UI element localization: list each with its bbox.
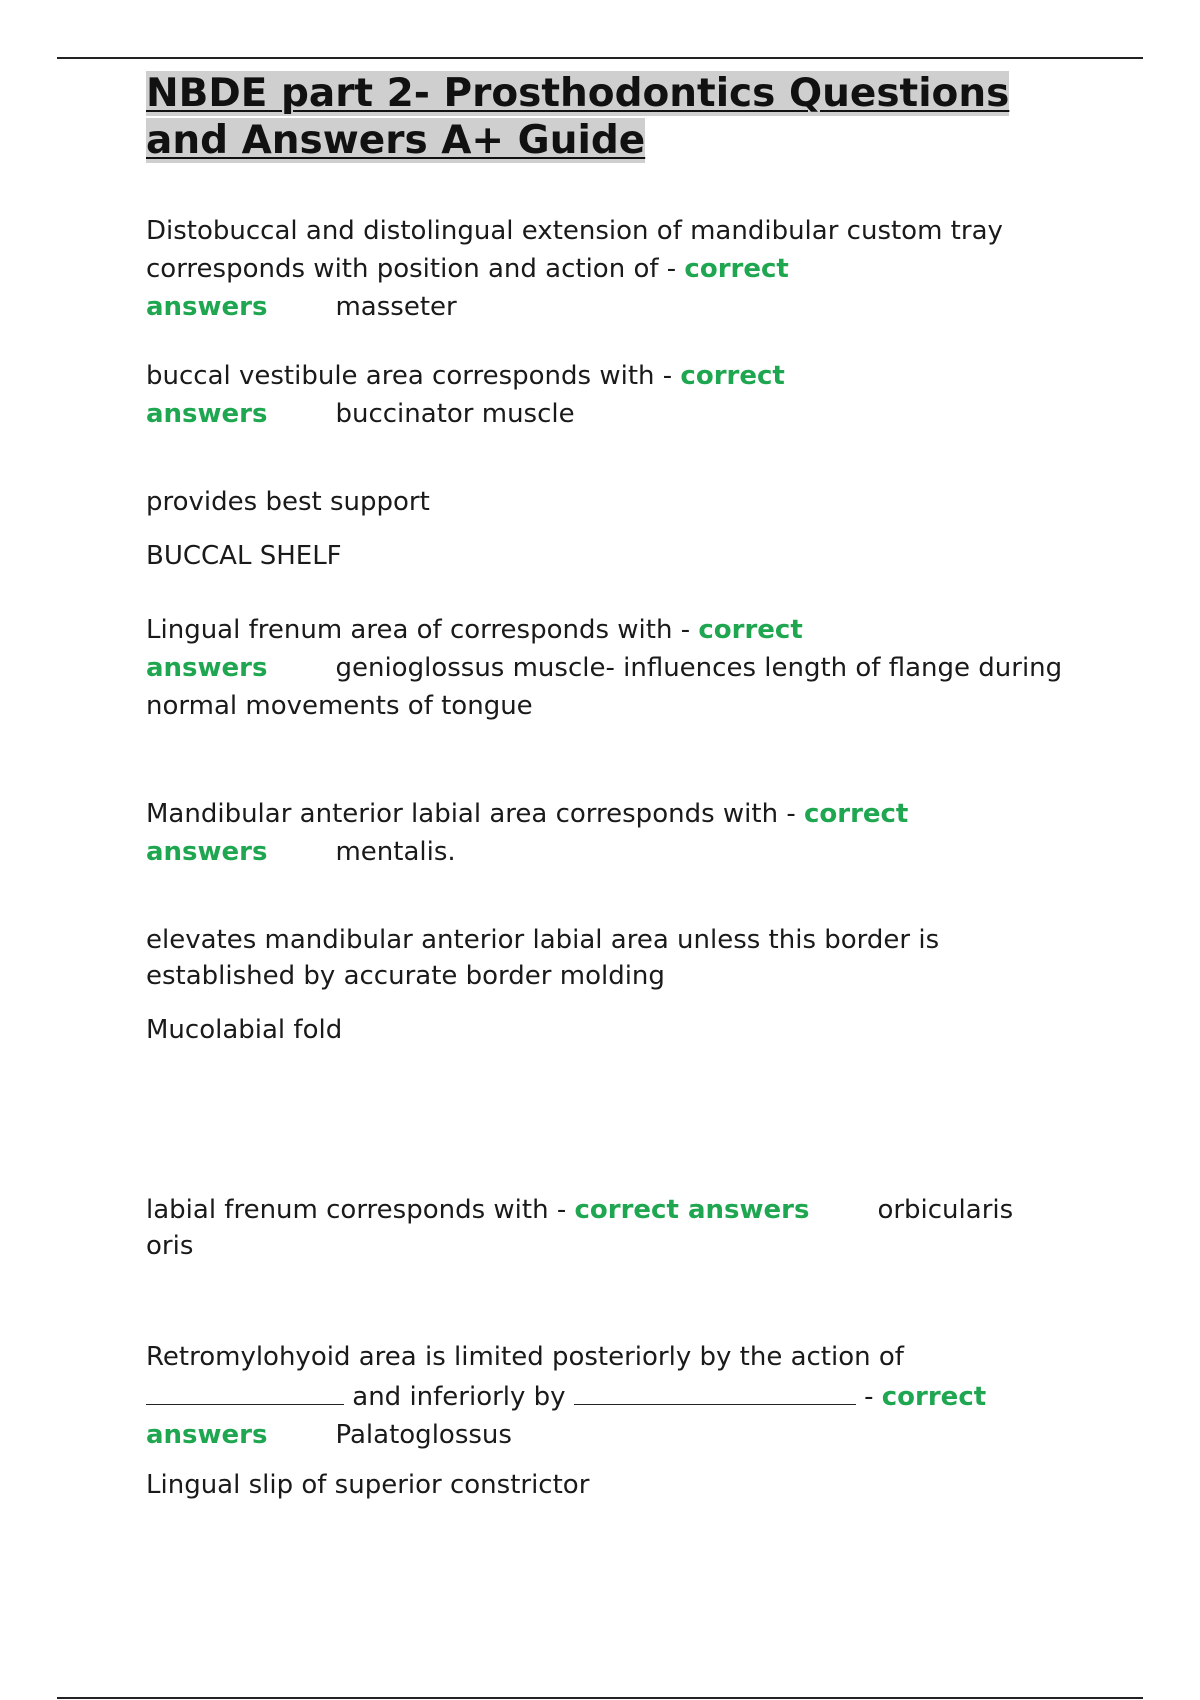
qa-entry-3	[146, 611, 1106, 725]
qa-entry-2	[146, 357, 1106, 433]
qa-entry-1	[146, 212, 1106, 326]
qa-entry-6	[146, 1338, 1106, 1454]
answer-continuation: oris	[146, 1231, 194, 1261]
bottom-rule	[57, 1697, 1143, 1699]
correct-marker: correct	[803, 799, 909, 829]
answer-text: genioglossus muscle- influences length of flange during normal movements of tongue	[146, 653, 1063, 721]
question-text-part-1: Retromylohyoid area is limited posteriorly by the action of	[146, 1342, 904, 1372]
correct-marker: correct	[881, 1382, 987, 1412]
document-title	[146, 70, 1106, 164]
question-text: buccal vestibule area corresponds with -	[146, 361, 681, 391]
correct-marker: correct	[680, 361, 785, 391]
answer-text: masseter	[335, 292, 457, 322]
answers-marker: answers	[146, 1420, 268, 1450]
title-line-2: and Answers A+ Guide	[146, 118, 646, 163]
answers-marker: answers	[146, 653, 268, 683]
qa-entry-5	[146, 1192, 1106, 1264]
question-text: Mandibular anterior labial area corresponds with -	[146, 799, 804, 829]
top-rule	[57, 57, 1143, 59]
document-page	[146, 70, 1106, 1500]
note-text: Mucolabial fold	[146, 1015, 343, 1045]
question-text: Lingual frenum area of corresponds with -	[146, 615, 699, 645]
note-text: Lingual slip of superior constrictor	[146, 1470, 590, 1500]
correct-marker: correct	[684, 254, 789, 284]
note-text: BUCCAL SHELF	[146, 541, 342, 571]
fill-in-blank-2	[574, 1376, 856, 1405]
qa-entry-4	[146, 795, 1106, 871]
answers-marker: answers	[146, 837, 268, 867]
correct-marker: correct	[698, 615, 803, 645]
answers-marker: answers	[146, 292, 268, 322]
note-text: provides best support	[146, 487, 430, 517]
answer-text: buccinator muscle	[335, 399, 575, 429]
fill-in-blank-1	[146, 1376, 344, 1405]
answer-text: mentalis.	[335, 837, 456, 867]
question-text: Distobuccal and distolingual extension of mandibular custom tray corresponds with position and action of -	[146, 216, 1003, 284]
question-text: labial frenum corresponds with -	[146, 1195, 575, 1225]
question-text-part-2: and inferiorly by	[344, 1382, 574, 1412]
answer-text: orbicularis	[877, 1195, 1014, 1225]
answers-marker: answers	[146, 399, 268, 429]
question-text-part-3: -	[855, 1382, 882, 1412]
title-line-1: NBDE part 2- Prosthodontics Questions	[146, 71, 1010, 116]
answer-text: Palatoglossus	[335, 1420, 512, 1450]
note-text: elevates mandibular anterior labial area unless this border is established by accurate border molding	[146, 925, 940, 991]
correct-answers-marker: correct answers	[574, 1195, 810, 1225]
